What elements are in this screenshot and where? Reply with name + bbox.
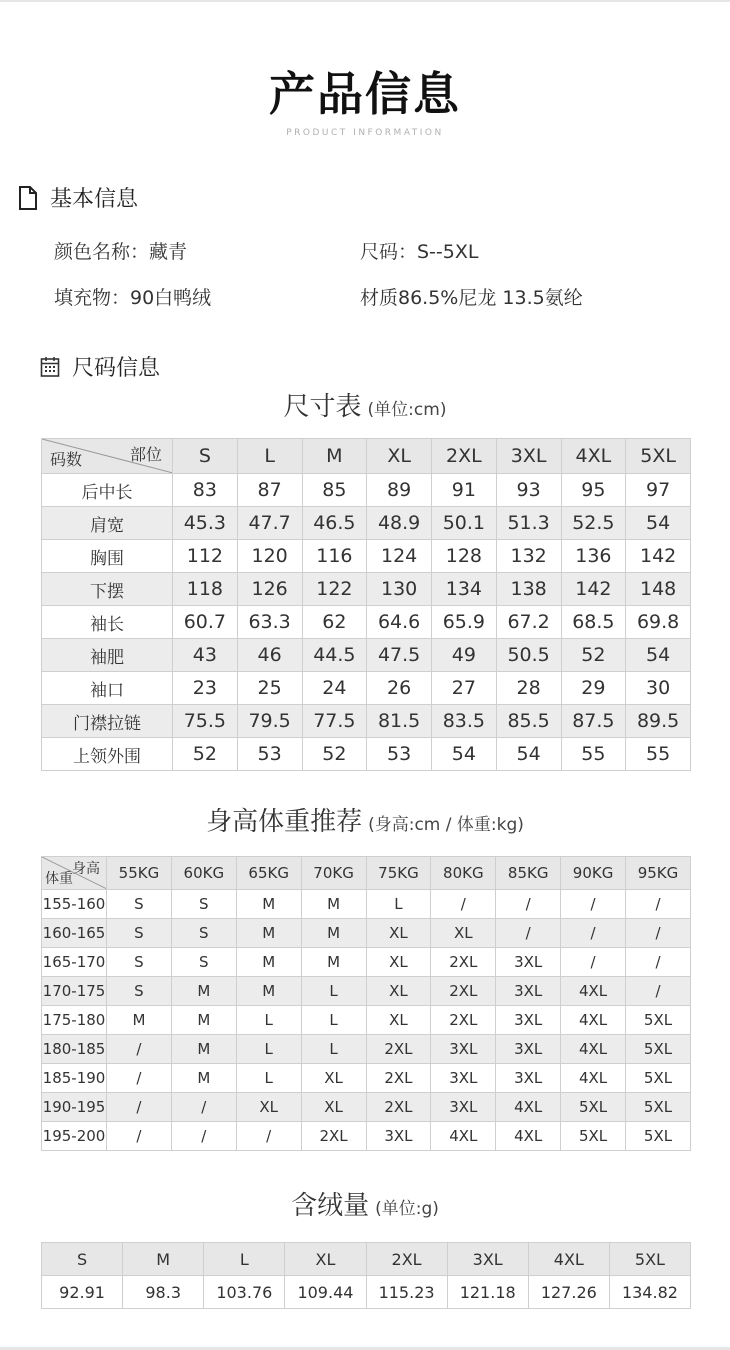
size-table-row	[42, 672, 691, 705]
measure-value-cell: 87.5	[561, 705, 626, 738]
recommended-size-cell: 3XL	[431, 1093, 496, 1122]
recommended-size-cell: 2XL	[431, 1006, 496, 1035]
recommended-size-cell: /	[626, 919, 691, 948]
recommended-size-cell: 2XL	[366, 1093, 431, 1122]
recommended-size-cell: 2XL	[301, 1122, 366, 1151]
measure-name-cell: 门襟拉链	[42, 705, 173, 738]
weight-header-cell: 55KG	[107, 857, 172, 890]
down-size-cell: XL	[285, 1243, 366, 1276]
size-header-cell: XL	[367, 439, 432, 474]
measure-value-cell: 130	[367, 573, 432, 606]
measure-value-cell: 142	[561, 573, 626, 606]
measure-value-cell: 132	[496, 540, 561, 573]
page-subtitle: PRODUCT INFORMATION	[286, 128, 444, 138]
measure-value-cell: 30	[626, 672, 691, 705]
table-corner-cell	[42, 439, 173, 474]
recommend-table-row	[42, 890, 691, 919]
recommended-size-cell: L	[236, 1064, 301, 1093]
recommend-table-header-row	[42, 857, 691, 890]
measure-value-cell: 47.7	[237, 507, 302, 540]
measure-value-cell: 47.5	[367, 639, 432, 672]
recommended-size-cell: 2XL	[431, 948, 496, 977]
recommended-size-cell: L	[236, 1006, 301, 1035]
recommended-size-cell: M	[171, 1006, 236, 1035]
recommended-size-cell: 3XL	[496, 1035, 561, 1064]
recommended-size-cell: 5XL	[626, 1006, 691, 1035]
recommended-size-cell: 5XL	[626, 1035, 691, 1064]
recommended-size-cell: M	[301, 890, 366, 919]
recommended-size-cell: 4XL	[561, 1006, 626, 1035]
measure-value-cell: 64.6	[367, 606, 432, 639]
measure-value-cell: 52	[561, 639, 626, 672]
recommended-size-cell: 3XL	[496, 948, 561, 977]
down-value-cell: 134.82	[609, 1276, 690, 1309]
recommended-size-cell: S	[107, 919, 172, 948]
measure-value-cell: 93	[496, 474, 561, 507]
measure-value-cell: 29	[561, 672, 626, 705]
measure-value-cell: 148	[626, 573, 691, 606]
recommended-size-cell: XL	[366, 919, 431, 948]
size-table-row	[42, 606, 691, 639]
recommended-size-cell: 2XL	[431, 977, 496, 1006]
measure-value-cell: 124	[367, 540, 432, 573]
recommended-size-cell: /	[171, 1122, 236, 1151]
measure-value-cell: 50.5	[496, 639, 561, 672]
size-table-row	[42, 639, 691, 672]
size-header-cell: 4XL	[561, 439, 626, 474]
weight-header-cell: 95KG	[626, 857, 691, 890]
recommended-size-cell: /	[561, 948, 626, 977]
size-table	[41, 438, 691, 771]
basic-info-heading	[18, 182, 138, 213]
height-range-cell: 160-165	[42, 919, 107, 948]
down-size-cell: M	[123, 1243, 204, 1276]
measure-name-cell: 肩宽	[42, 507, 173, 540]
down-size-cell: 3XL	[447, 1243, 528, 1276]
calendar-icon	[40, 356, 60, 378]
recommended-size-cell: XL	[236, 1093, 301, 1122]
recommended-size-cell: /	[431, 890, 496, 919]
recommended-size-cell: 5XL	[626, 1122, 691, 1151]
measure-value-cell: 142	[626, 540, 691, 573]
recommended-size-cell: S	[171, 890, 236, 919]
down-table	[41, 1242, 691, 1309]
recommended-size-cell: /	[107, 1122, 172, 1151]
recommended-size-cell: /	[561, 890, 626, 919]
measure-value-cell: 83.5	[432, 705, 497, 738]
corner-bottom-label: 体重	[45, 871, 73, 887]
size-table-unit: (单位:cm)	[367, 400, 447, 420]
recommend-table-row	[42, 948, 691, 977]
down-size-cell: 4XL	[528, 1243, 609, 1276]
recommended-size-cell: 3XL	[431, 1035, 496, 1064]
recommended-size-cell: M	[171, 1064, 236, 1093]
measure-value-cell: 118	[173, 573, 238, 606]
recommended-size-cell: L	[301, 1006, 366, 1035]
down-size-cell: S	[42, 1243, 123, 1276]
basic-info-title: 基本信息	[50, 187, 139, 212]
measure-value-cell: 52	[302, 738, 367, 771]
weight-header-cell: 85KG	[496, 857, 561, 890]
measure-value-cell: 79.5	[237, 705, 302, 738]
recommended-size-cell: 3XL	[431, 1064, 496, 1093]
measure-value-cell: 81.5	[367, 705, 432, 738]
recommended-size-cell: /	[496, 890, 561, 919]
recommended-size-cell: /	[107, 1035, 172, 1064]
measure-name-cell: 袖肥	[42, 639, 173, 672]
recommend-table	[41, 856, 691, 1151]
recommended-size-cell: /	[626, 890, 691, 919]
recommend-table-title: 身高体重推荐	[206, 807, 363, 837]
size-info-heading	[40, 351, 160, 382]
measure-name-cell: 胸围	[42, 540, 173, 573]
recommended-size-cell: XL	[366, 977, 431, 1006]
recommend-table-row	[42, 977, 691, 1006]
recommend-table-row	[42, 1093, 691, 1122]
height-range-cell: 170-175	[42, 977, 107, 1006]
recommend-table-row	[42, 1035, 691, 1064]
measure-value-cell: 89.5	[626, 705, 691, 738]
recommended-size-cell: XL	[366, 1006, 431, 1035]
size-table-heading	[0, 386, 730, 423]
recommended-size-cell: 5XL	[626, 1093, 691, 1122]
recommended-size-cell: M	[107, 1006, 172, 1035]
recommended-size-cell: S	[171, 948, 236, 977]
recommended-size-cell: S	[107, 977, 172, 1006]
top-divider	[0, 0, 730, 2]
measure-value-cell: 134	[432, 573, 497, 606]
height-range-cell: 155-160	[42, 890, 107, 919]
recommended-size-cell: M	[236, 890, 301, 919]
down-size-cell: 2XL	[366, 1243, 447, 1276]
recommended-size-cell: /	[496, 919, 561, 948]
measure-value-cell: 52.5	[561, 507, 626, 540]
recommended-size-cell: 2XL	[366, 1035, 431, 1064]
measure-value-cell: 91	[432, 474, 497, 507]
down-value-cell: 127.26	[528, 1276, 609, 1309]
measure-value-cell: 55	[561, 738, 626, 771]
measure-value-cell: 89	[367, 474, 432, 507]
measure-value-cell: 25	[237, 672, 302, 705]
measure-value-cell: 136	[561, 540, 626, 573]
measure-value-cell: 68.5	[561, 606, 626, 639]
measure-value-cell: 62	[302, 606, 367, 639]
measure-value-cell: 116	[302, 540, 367, 573]
size-info-title: 尺码信息	[72, 356, 161, 381]
recommended-size-cell: 4XL	[561, 1035, 626, 1064]
down-value-cell: 103.76	[204, 1276, 285, 1309]
height-range-cell: 165-170	[42, 948, 107, 977]
weight-header-cell: 75KG	[366, 857, 431, 890]
size-table-row	[42, 705, 691, 738]
height-range-cell: 185-190	[42, 1064, 107, 1093]
measure-value-cell: 63.3	[237, 606, 302, 639]
measure-value-cell: 28	[496, 672, 561, 705]
measure-value-cell: 49	[432, 639, 497, 672]
recommended-size-cell: XL	[301, 1093, 366, 1122]
measure-value-cell: 51.3	[496, 507, 561, 540]
size-header-cell: 3XL	[496, 439, 561, 474]
measure-value-cell: 54	[496, 738, 561, 771]
down-size-cell: L	[204, 1243, 285, 1276]
down-value-cell: 98.3	[123, 1276, 204, 1309]
measure-value-cell: 27	[432, 672, 497, 705]
recommended-size-cell: 3XL	[496, 1064, 561, 1093]
weight-header-cell: 90KG	[561, 857, 626, 890]
measure-value-cell: 65.9	[432, 606, 497, 639]
recommended-size-cell: 3XL	[496, 977, 561, 1006]
recommended-size-cell: 4XL	[496, 1122, 561, 1151]
recommended-size-cell: 5XL	[561, 1122, 626, 1151]
recommended-size-cell: L	[236, 1035, 301, 1064]
measure-value-cell: 112	[173, 540, 238, 573]
recommended-size-cell: /	[236, 1122, 301, 1151]
measure-name-cell: 后中长	[42, 474, 173, 507]
recommended-size-cell: /	[171, 1093, 236, 1122]
measure-value-cell: 55	[626, 738, 691, 771]
measure-value-cell: 43	[173, 639, 238, 672]
height-range-cell: 190-195	[42, 1093, 107, 1122]
recommended-size-cell: /	[561, 919, 626, 948]
recommended-size-cell: /	[107, 1064, 172, 1093]
size-header-cell: 5XL	[626, 439, 691, 474]
recommended-size-cell: S	[107, 948, 172, 977]
recommend-table-row	[42, 1064, 691, 1093]
material: 材质86.5%尼龙 13.5氨纶	[360, 287, 583, 309]
measure-value-cell: 85	[302, 474, 367, 507]
recommended-size-cell: M	[301, 948, 366, 977]
recommended-size-cell: 5XL	[561, 1093, 626, 1122]
size-table-row	[42, 474, 691, 507]
recommend-table-row	[42, 1006, 691, 1035]
measure-value-cell: 45.3	[173, 507, 238, 540]
size-header-cell: S	[173, 439, 238, 474]
recommended-size-cell: 4XL	[496, 1093, 561, 1122]
measure-name-cell: 下摆	[42, 573, 173, 606]
measure-value-cell: 126	[237, 573, 302, 606]
measure-value-cell: 54	[432, 738, 497, 771]
height-range-cell: 180-185	[42, 1035, 107, 1064]
recommended-size-cell: M	[236, 919, 301, 948]
measure-value-cell: 50.1	[432, 507, 497, 540]
recommended-size-cell: 2XL	[366, 1064, 431, 1093]
corner-top-label: 部位	[129, 445, 162, 464]
down-value-cell: 115.23	[366, 1276, 447, 1309]
recommended-size-cell: 3XL	[496, 1006, 561, 1035]
recommended-size-cell: XL	[366, 948, 431, 977]
measure-value-cell: 24	[302, 672, 367, 705]
size-table-row	[42, 540, 691, 573]
recommended-size-cell: M	[171, 1035, 236, 1064]
recommended-size-cell: S	[107, 890, 172, 919]
measure-value-cell: 87	[237, 474, 302, 507]
recommend-table-unit: (身高:cm / 体重:kg)	[368, 815, 524, 835]
size-table-header-row	[42, 439, 691, 474]
weight-header-cell: 65KG	[236, 857, 301, 890]
recommend-table-row	[42, 919, 691, 948]
recommended-size-cell: XL	[431, 919, 496, 948]
measure-value-cell: 53	[237, 738, 302, 771]
measure-value-cell: 69.8	[626, 606, 691, 639]
size-table-row	[42, 738, 691, 771]
recommended-size-cell: 5XL	[626, 1064, 691, 1093]
measure-value-cell: 83	[173, 474, 238, 507]
table-corner-cell	[42, 857, 107, 890]
measure-value-cell: 67.2	[496, 606, 561, 639]
down-table-unit: (单位:g)	[375, 1199, 439, 1219]
corner-bottom-label: 码数	[50, 450, 83, 469]
recommended-size-cell: /	[626, 977, 691, 1006]
recommended-size-cell: 3XL	[366, 1122, 431, 1151]
measure-value-cell: 46	[237, 639, 302, 672]
weight-header-cell: 60KG	[171, 857, 236, 890]
color-name: 颜色名称：藏青	[54, 241, 188, 263]
measure-value-cell: 46.5	[302, 507, 367, 540]
measure-value-cell: 85.5	[496, 705, 561, 738]
recommended-size-cell: M	[171, 977, 236, 1006]
measure-value-cell: 44.5	[302, 639, 367, 672]
measure-value-cell: 54	[626, 639, 691, 672]
size-table-row	[42, 507, 691, 540]
filling: 填充物：90白鸭绒	[54, 287, 212, 309]
measure-value-cell: 138	[496, 573, 561, 606]
measure-name-cell: 上领外围	[42, 738, 173, 771]
page-title: 产品信息	[269, 67, 461, 121]
recommended-size-cell: S	[171, 919, 236, 948]
size-table-title: 尺寸表	[283, 392, 362, 422]
size-header-cell: L	[237, 439, 302, 474]
weight-header-cell: 80KG	[431, 857, 496, 890]
measure-value-cell: 52	[173, 738, 238, 771]
measure-value-cell: 120	[237, 540, 302, 573]
measure-value-cell: 26	[367, 672, 432, 705]
document-icon	[18, 185, 38, 211]
recommended-size-cell: /	[107, 1093, 172, 1122]
measure-value-cell: 122	[302, 573, 367, 606]
recommended-size-cell: L	[366, 890, 431, 919]
recommended-size-cell: L	[301, 1035, 366, 1064]
recommended-size-cell: M	[236, 948, 301, 977]
measure-value-cell: 97	[626, 474, 691, 507]
measure-name-cell: 袖长	[42, 606, 173, 639]
corner-top-label: 身高	[72, 861, 100, 877]
height-range-cell: 195-200	[42, 1122, 107, 1151]
recommended-size-cell: 4XL	[431, 1122, 496, 1151]
recommend-table-row	[42, 1122, 691, 1151]
weight-header-cell: 70KG	[301, 857, 366, 890]
recommended-size-cell: 4XL	[561, 1064, 626, 1093]
measure-value-cell: 48.9	[367, 507, 432, 540]
measure-value-cell: 75.5	[173, 705, 238, 738]
measure-name-cell: 袖口	[42, 672, 173, 705]
size-range: 尺码：S--5XL	[360, 241, 479, 263]
measure-value-cell: 95	[561, 474, 626, 507]
measure-value-cell: 54	[626, 507, 691, 540]
down-value-cell: 121.18	[447, 1276, 528, 1309]
down-table-heading	[0, 1185, 730, 1222]
measure-value-cell: 53	[367, 738, 432, 771]
recommended-size-cell: /	[626, 948, 691, 977]
recommended-size-cell: 4XL	[561, 977, 626, 1006]
height-range-cell: 175-180	[42, 1006, 107, 1035]
measure-value-cell: 60.7	[173, 606, 238, 639]
measure-value-cell: 77.5	[302, 705, 367, 738]
recommend-table-heading	[0, 801, 730, 838]
size-header-cell: M	[302, 439, 367, 474]
down-size-cell: 5XL	[609, 1243, 690, 1276]
recommended-size-cell: L	[301, 977, 366, 1006]
size-table-row	[42, 573, 691, 606]
down-table-value-row	[42, 1276, 691, 1309]
measure-value-cell: 128	[432, 540, 497, 573]
recommended-size-cell: M	[236, 977, 301, 1006]
size-header-cell: 2XL	[432, 439, 497, 474]
down-table-title: 含绒量	[291, 1191, 370, 1221]
measure-value-cell: 23	[173, 672, 238, 705]
down-value-cell: 109.44	[285, 1276, 366, 1309]
recommended-size-cell: M	[301, 919, 366, 948]
down-table-header-row	[42, 1243, 691, 1276]
recommended-size-cell: XL	[301, 1064, 366, 1093]
down-value-cell: 92.91	[42, 1276, 123, 1309]
